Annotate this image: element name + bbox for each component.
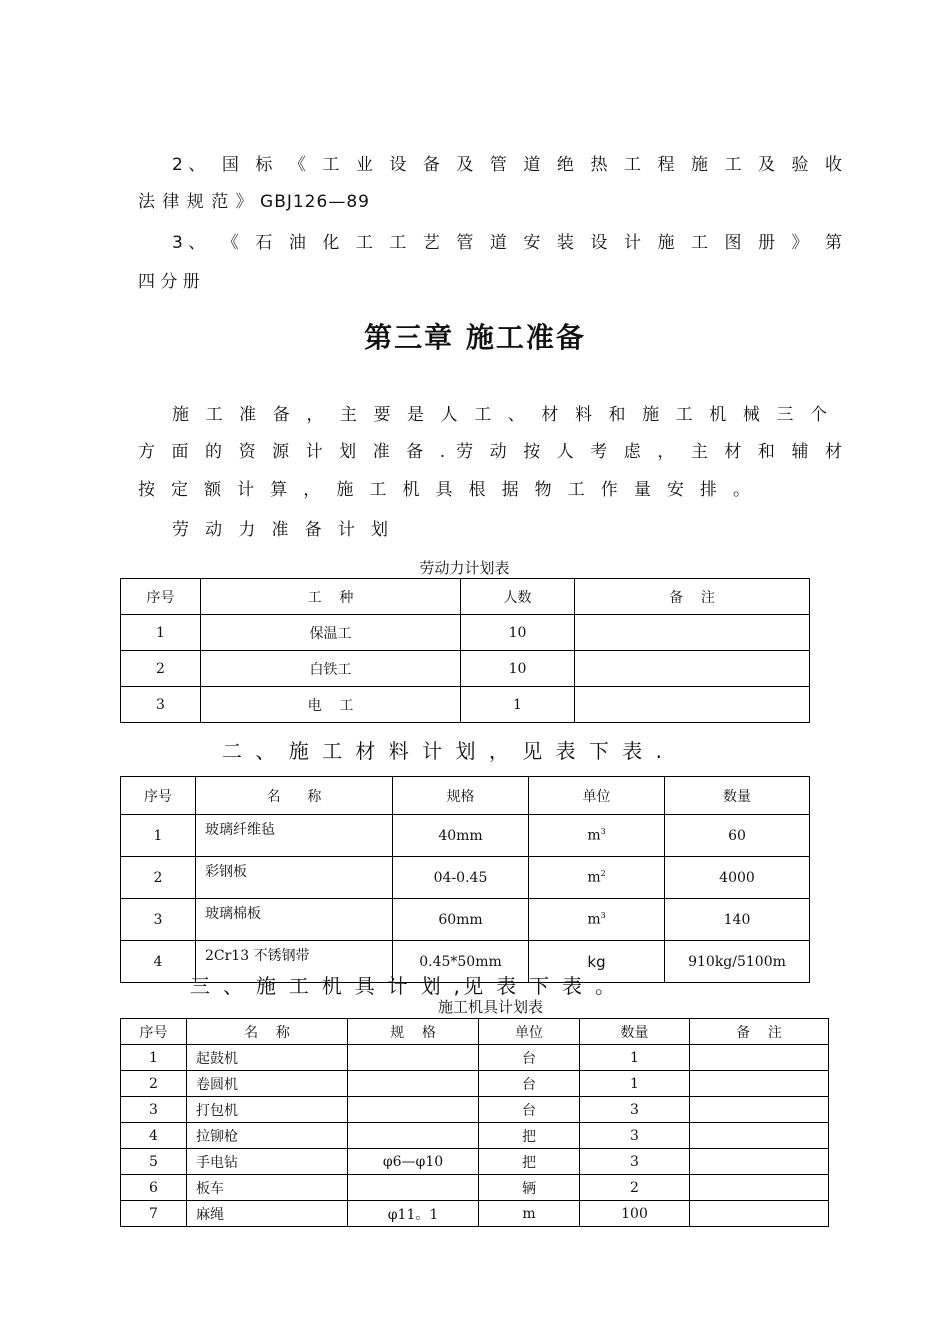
tool-note xyxy=(690,1149,829,1175)
material-name: 2Cr13 不锈钢带 xyxy=(196,941,393,983)
unit-superscript: 3 xyxy=(600,827,606,837)
tool-name: 手电钻 xyxy=(187,1149,348,1175)
material-section-heading: 二 、 施 工 材 料 计 划 ， 见 表 下 表 . xyxy=(222,739,662,763)
header-cell: 序号 xyxy=(121,1019,187,1045)
tool-note xyxy=(690,1071,829,1097)
table-row xyxy=(121,1175,829,1201)
table-cell: 2 xyxy=(121,1071,187,1097)
table-cell: 白铁工 xyxy=(201,651,461,687)
table-cell xyxy=(575,615,810,651)
reference-3-line2: 四 分 册 xyxy=(138,272,200,292)
header-cell: 备 注 xyxy=(575,579,810,615)
material-table xyxy=(120,776,810,983)
tool-note xyxy=(690,1045,829,1071)
tool-unit: 台 xyxy=(479,1071,580,1097)
reference-3-line1: 3、 《 石 油 化 工 工 艺 管 道 安 装 设 计 施 工 图 册 》 第 xyxy=(172,233,842,253)
header-cell: 单位 xyxy=(529,777,665,815)
material-qty: 4000 xyxy=(665,857,810,899)
labor-heading: 劳 动 力 准 备 计 划 xyxy=(172,520,388,540)
table-cell: 5 xyxy=(121,1149,187,1175)
header-cell: 规 格 xyxy=(348,1019,479,1045)
tool-unit: 台 xyxy=(479,1097,580,1123)
tool-qty: 3 xyxy=(580,1149,690,1175)
table-cell: 1 xyxy=(121,1045,187,1071)
tool-name: 板车 xyxy=(187,1175,348,1201)
tool-spec xyxy=(348,1175,479,1201)
tool-spec: φ11。1 xyxy=(348,1201,479,1227)
table-cell: 1 xyxy=(121,615,201,651)
table-row xyxy=(121,615,810,651)
header-cell: 数量 xyxy=(580,1019,690,1045)
tool-spec xyxy=(348,1123,479,1149)
table-row xyxy=(121,687,810,723)
table-row xyxy=(121,857,810,899)
tool-qty: 2 xyxy=(580,1175,690,1201)
tool-note xyxy=(690,1201,829,1227)
table-cell: 10 xyxy=(461,615,575,651)
table-row xyxy=(121,815,810,857)
tool-spec xyxy=(348,1071,479,1097)
header-cell: 序号 xyxy=(121,579,201,615)
labor-table-header xyxy=(121,579,810,615)
tool-name: 打包机 xyxy=(187,1097,348,1123)
labor-table xyxy=(120,578,810,723)
table-cell: 4 xyxy=(121,941,196,983)
tool-unit: 把 xyxy=(479,1123,580,1149)
header-cell: 名 称 xyxy=(187,1019,348,1045)
unit-superscript: 2 xyxy=(600,869,606,879)
tool-qty: 3 xyxy=(580,1097,690,1123)
table-cell: 电 工 xyxy=(201,687,461,723)
chapter-title: 第三章 施工准备 xyxy=(364,321,586,354)
material-unit: $m^3$ xyxy=(529,815,665,857)
table-cell: 保温工 xyxy=(201,615,461,651)
header-cell: 备 注 xyxy=(690,1019,829,1045)
table-cell xyxy=(575,687,810,723)
material-name: 玻璃棉板 xyxy=(196,899,393,941)
tool-qty: 100 xyxy=(580,1201,690,1227)
table-cell: 2 xyxy=(121,651,201,687)
tool-unit: m xyxy=(479,1201,580,1227)
header-cell: 数量 xyxy=(665,777,810,815)
material-table-header xyxy=(121,777,810,815)
table-row xyxy=(121,651,810,687)
table-cell: 6 xyxy=(121,1175,187,1201)
tool-qty: 1 xyxy=(580,1071,690,1097)
reference-2-line2: 法 律 规 范 》 GBJ126—89 xyxy=(138,192,370,212)
tool-note xyxy=(690,1097,829,1123)
table-cell: 4 xyxy=(121,1123,187,1149)
table-cell: 7 xyxy=(121,1201,187,1227)
header-cell: 工 种 xyxy=(201,579,461,615)
table-row xyxy=(121,899,810,941)
tool-qty: 3 xyxy=(580,1123,690,1149)
table-cell: 3 xyxy=(121,1097,187,1123)
table-row xyxy=(121,1045,829,1071)
material-qty: 910kg/5100m xyxy=(665,941,810,983)
material-spec: 60mm xyxy=(393,899,529,941)
tool-table xyxy=(120,1018,829,1227)
tool-spec xyxy=(348,1097,479,1123)
table-row xyxy=(121,1071,829,1097)
tool-table-header xyxy=(121,1019,829,1045)
unit-superscript: 3 xyxy=(600,911,606,921)
header-cell: 序号 xyxy=(121,777,196,815)
intro-line-2: 方 面 的 资 源 计 划 准 备 . 劳 动 按 人 考 虑 ， 主 材 和 辅 材 xyxy=(138,442,842,462)
material-spec: 40mm xyxy=(393,815,529,857)
header-cell: 单位 xyxy=(479,1019,580,1045)
material-unit: $m^2$ xyxy=(529,857,665,899)
tool-section-heading: 三 、 施 工 机 具 计 划 ,见 表 下 表 。 xyxy=(190,974,615,998)
material-name: 玻璃纤维毡 xyxy=(196,815,393,857)
material-unit: $m^3$ xyxy=(529,899,665,941)
tool-unit: 台 xyxy=(479,1045,580,1071)
tool-name: 卷圆机 xyxy=(187,1071,348,1097)
tool-name: 拉铆枪 xyxy=(187,1123,348,1149)
tool-unit: 辆 xyxy=(479,1175,580,1201)
tool-spec: φ6—φ10 xyxy=(348,1149,479,1175)
material-spec: 04-0.45 xyxy=(393,857,529,899)
material-spec: 0.45*50mm xyxy=(393,941,529,983)
table-cell: 10 xyxy=(461,651,575,687)
tool-note xyxy=(690,1175,829,1201)
tool-qty: 1 xyxy=(580,1045,690,1071)
labor-table-caption: 劳动力计划表 xyxy=(419,559,510,577)
material-name: 彩钢板 xyxy=(196,857,393,899)
table-row xyxy=(121,1201,829,1227)
table-row xyxy=(121,1123,829,1149)
tool-name: 起鼓机 xyxy=(187,1045,348,1071)
tool-spec xyxy=(348,1045,479,1071)
material-qty: 60 xyxy=(665,815,810,857)
table-cell: 1 xyxy=(461,687,575,723)
table-row xyxy=(121,1149,829,1175)
reference-2-line1: 2、 国 标 《 工 业 设 备 及 管 道 绝 热 工 程 施 工 及 验 收 xyxy=(172,155,842,175)
intro-line-3: 按 定 额 计 算 ， 施 工 机 具 根 据 物 工 作 量 安 排 。 xyxy=(138,480,750,500)
header-cell: 规格 xyxy=(393,777,529,815)
table-cell: 3 xyxy=(121,899,196,941)
table-cell: 2 xyxy=(121,857,196,899)
tool-table-caption: 施工机具计划表 xyxy=(438,998,544,1016)
intro-line-1: 施 工 准 备 ， 主 要 是 人 工 、 材 料 和 施 工 机 械 三 个 xyxy=(172,405,827,425)
tool-name: 麻绳 xyxy=(187,1201,348,1227)
table-row xyxy=(121,1097,829,1123)
header-cell: 人数 xyxy=(461,579,575,615)
tool-note xyxy=(690,1123,829,1149)
material-qty: 140 xyxy=(665,899,810,941)
table-cell xyxy=(575,651,810,687)
header-cell: 名 称 xyxy=(196,777,393,815)
tool-unit: 把 xyxy=(479,1149,580,1175)
table-cell: 1 xyxy=(121,815,196,857)
table-cell: 3 xyxy=(121,687,201,723)
material-unit: kg xyxy=(529,941,665,983)
